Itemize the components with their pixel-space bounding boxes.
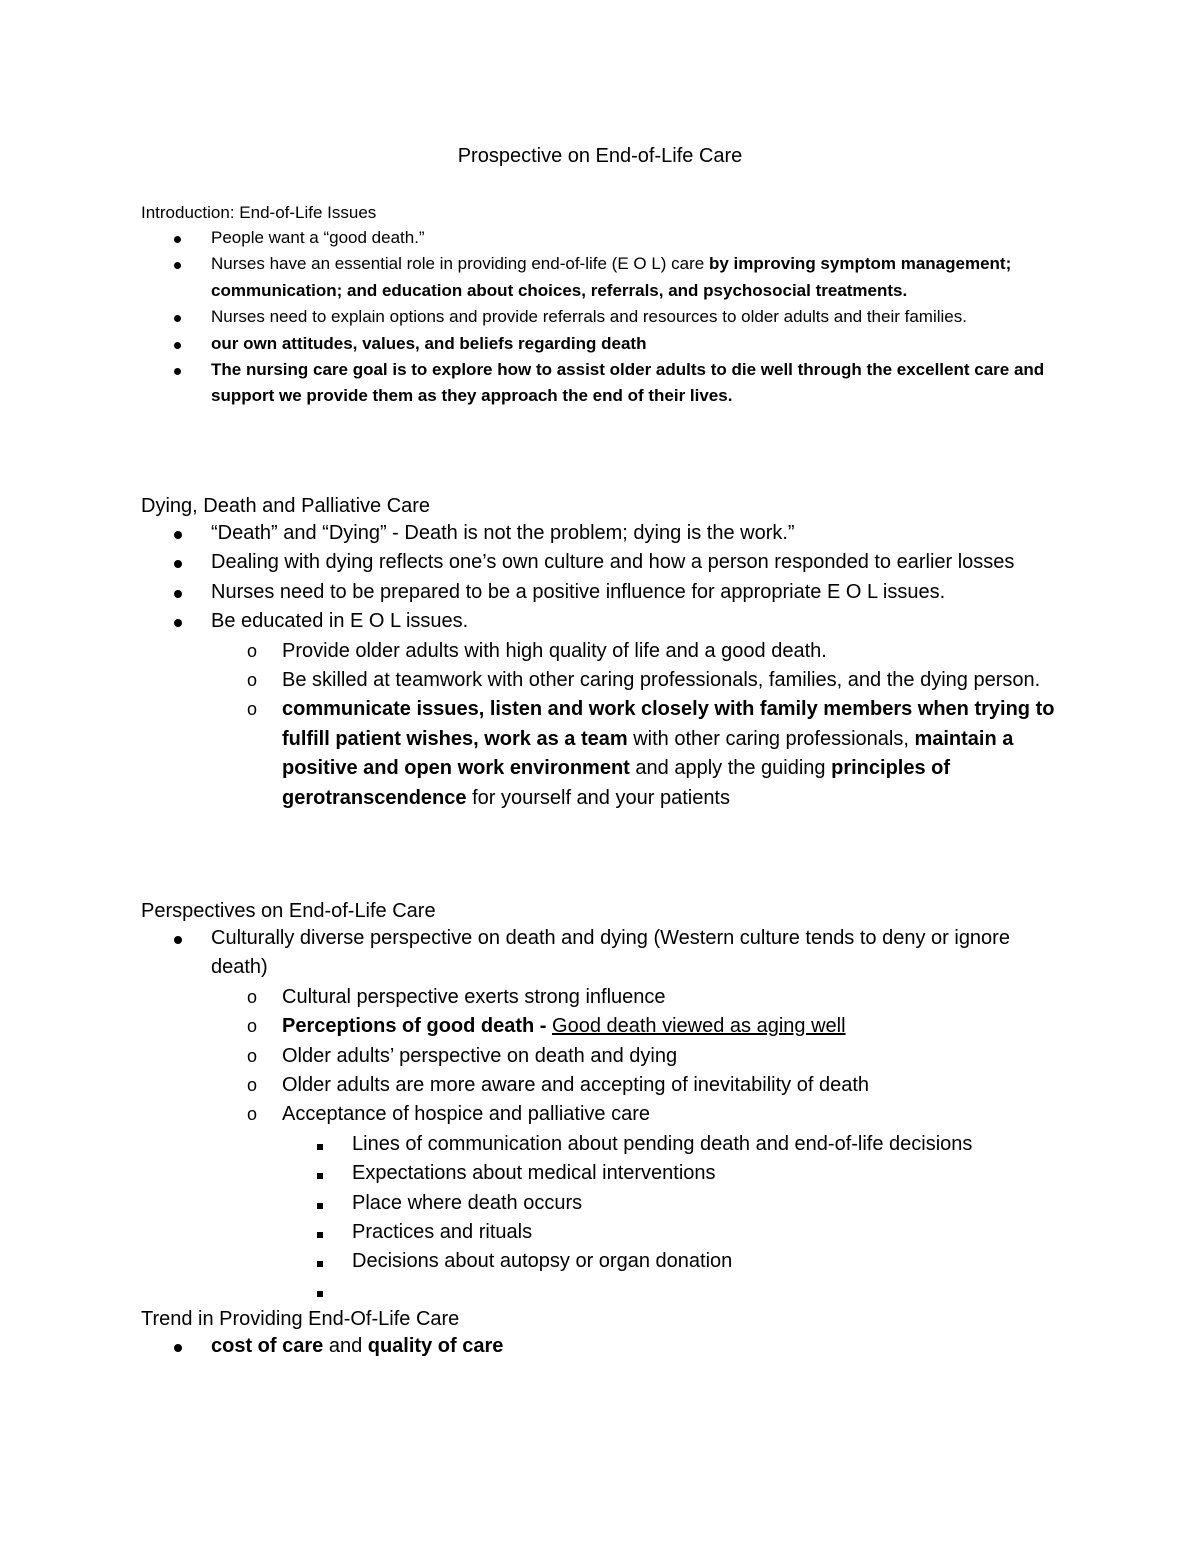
sub-list-item: o Older adults are more aware and accepting of inevitability of death	[141, 1071, 1071, 1100]
list-item: Nurses need to explain options and provide referrals and resources to older adults and their families.	[141, 304, 1071, 330]
perspectives-heading: Perspectives on End-of-Life Care	[141, 900, 436, 922]
trend-list	[141, 1332, 1071, 1361]
list-item: Culturally diverse perspective on death and dying (Western culture tends to deny or ignore death)	[141, 924, 1071, 983]
intro-list	[141, 225, 1071, 410]
square-bullet-icon	[317, 1130, 323, 1159]
list-item: Dealing with dying reflects one’s own culture and how a person responded to earlier losses	[141, 548, 1071, 577]
list-item: Be educated in E O L issues.	[141, 607, 1071, 636]
list-item: our own attitudes, values, and beliefs regarding death	[141, 331, 1071, 357]
list-item: “Death” and “Dying” - Death is not the problem; dying is the work.”	[141, 519, 1071, 548]
perspectives-section	[141, 898, 1071, 1299]
bullet-icon	[174, 1332, 182, 1361]
intro-heading: Introduction: End-of-Life Issues	[141, 203, 377, 222]
sub-list-item: o Perceptions of good death - Good death viewed as aging well	[141, 1012, 1071, 1041]
circle-bullet-icon: o	[247, 986, 258, 1007]
trend-heading: Trend in Providing End-Of-Life Care	[141, 1308, 460, 1330]
circle-bullet-icon: o	[247, 640, 258, 661]
sub-sub-list-item: Place where death occurs	[141, 1189, 1071, 1218]
dying-heading: Dying, Death and Palliative Care	[141, 495, 431, 517]
perspectives-list	[141, 924, 1071, 1299]
bullet-icon	[174, 304, 181, 330]
intro-section	[141, 201, 1071, 410]
bullet-icon	[174, 519, 182, 548]
square-bullet-icon	[317, 1277, 323, 1306]
dying-section	[141, 493, 1071, 813]
sub-sub-list-item: Expectations about medical interventions	[141, 1159, 1071, 1188]
sub-sub-list-item-empty	[141, 1277, 1071, 1299]
bullet-icon	[174, 607, 182, 636]
dying-list	[141, 519, 1071, 813]
bullet-icon	[174, 924, 182, 953]
list-item: cost of care and quality of care	[141, 1332, 1071, 1361]
circle-bullet-icon: o	[247, 1104, 258, 1125]
sub-sub-list-item: Practices and rituals	[141, 1218, 1071, 1247]
list-item: People want a “good death.”	[141, 225, 1071, 251]
bullet-icon	[174, 578, 182, 607]
square-bullet-icon	[317, 1247, 323, 1276]
bullet-icon	[174, 225, 181, 251]
sub-list-item: o Cultural perspective exerts strong influence	[141, 983, 1071, 1012]
sub-list-item: o communicate issues, listen and work closely with family members when trying to fulfill patient wishes, work as a team with other caring professionals, maintain a positive and open work environment and apply the guiding principles of gerotranscendence for yourself and your patients	[141, 695, 1071, 813]
list-item: The nursing care goal is to explore how to assist older adults to die well through the excellent care and support we provide them as they approach the end of their lives.	[141, 357, 1071, 410]
square-bullet-icon	[317, 1218, 323, 1247]
circle-bullet-icon: o	[247, 699, 258, 720]
bullet-icon	[174, 251, 181, 277]
sub-sub-list-item: Lines of communication about pending death and end-of-life decisions	[141, 1130, 1071, 1159]
circle-bullet-icon: o	[247, 670, 258, 691]
sub-sub-list-item: Decisions about autopsy or organ donation	[141, 1247, 1071, 1276]
circle-bullet-icon: o	[247, 1016, 258, 1037]
trend-section	[141, 1306, 1071, 1361]
bullet-icon	[174, 357, 181, 383]
circle-bullet-icon: o	[247, 1045, 258, 1066]
sub-list-item: o Acceptance of hospice and palliative care	[141, 1100, 1071, 1129]
bullet-icon	[174, 548, 182, 577]
circle-bullet-icon: o	[247, 1075, 258, 1096]
square-bullet-icon	[317, 1189, 323, 1218]
list-item: Nurses have an essential role in providing end-of-life (E O L) care by improving symptom management; communication; and education about choices, referrals, and psychosocial treatments.	[141, 251, 1071, 304]
list-item: Nurses need to be prepared to be a positive influence for appropriate E O L issues.	[141, 578, 1071, 607]
bullet-icon	[174, 331, 181, 357]
sub-list-item: o Provide older adults with high quality of life and a good death.	[141, 637, 1071, 666]
document-title: Prospective on End-of-Life Care	[457, 145, 743, 167]
sub-list-item: o Be skilled at teamwork with other caring professionals, families, and the dying person.	[141, 666, 1071, 695]
square-bullet-icon	[317, 1159, 323, 1188]
sub-list-item: o Older adults’ perspective on death and dying	[141, 1042, 1071, 1071]
